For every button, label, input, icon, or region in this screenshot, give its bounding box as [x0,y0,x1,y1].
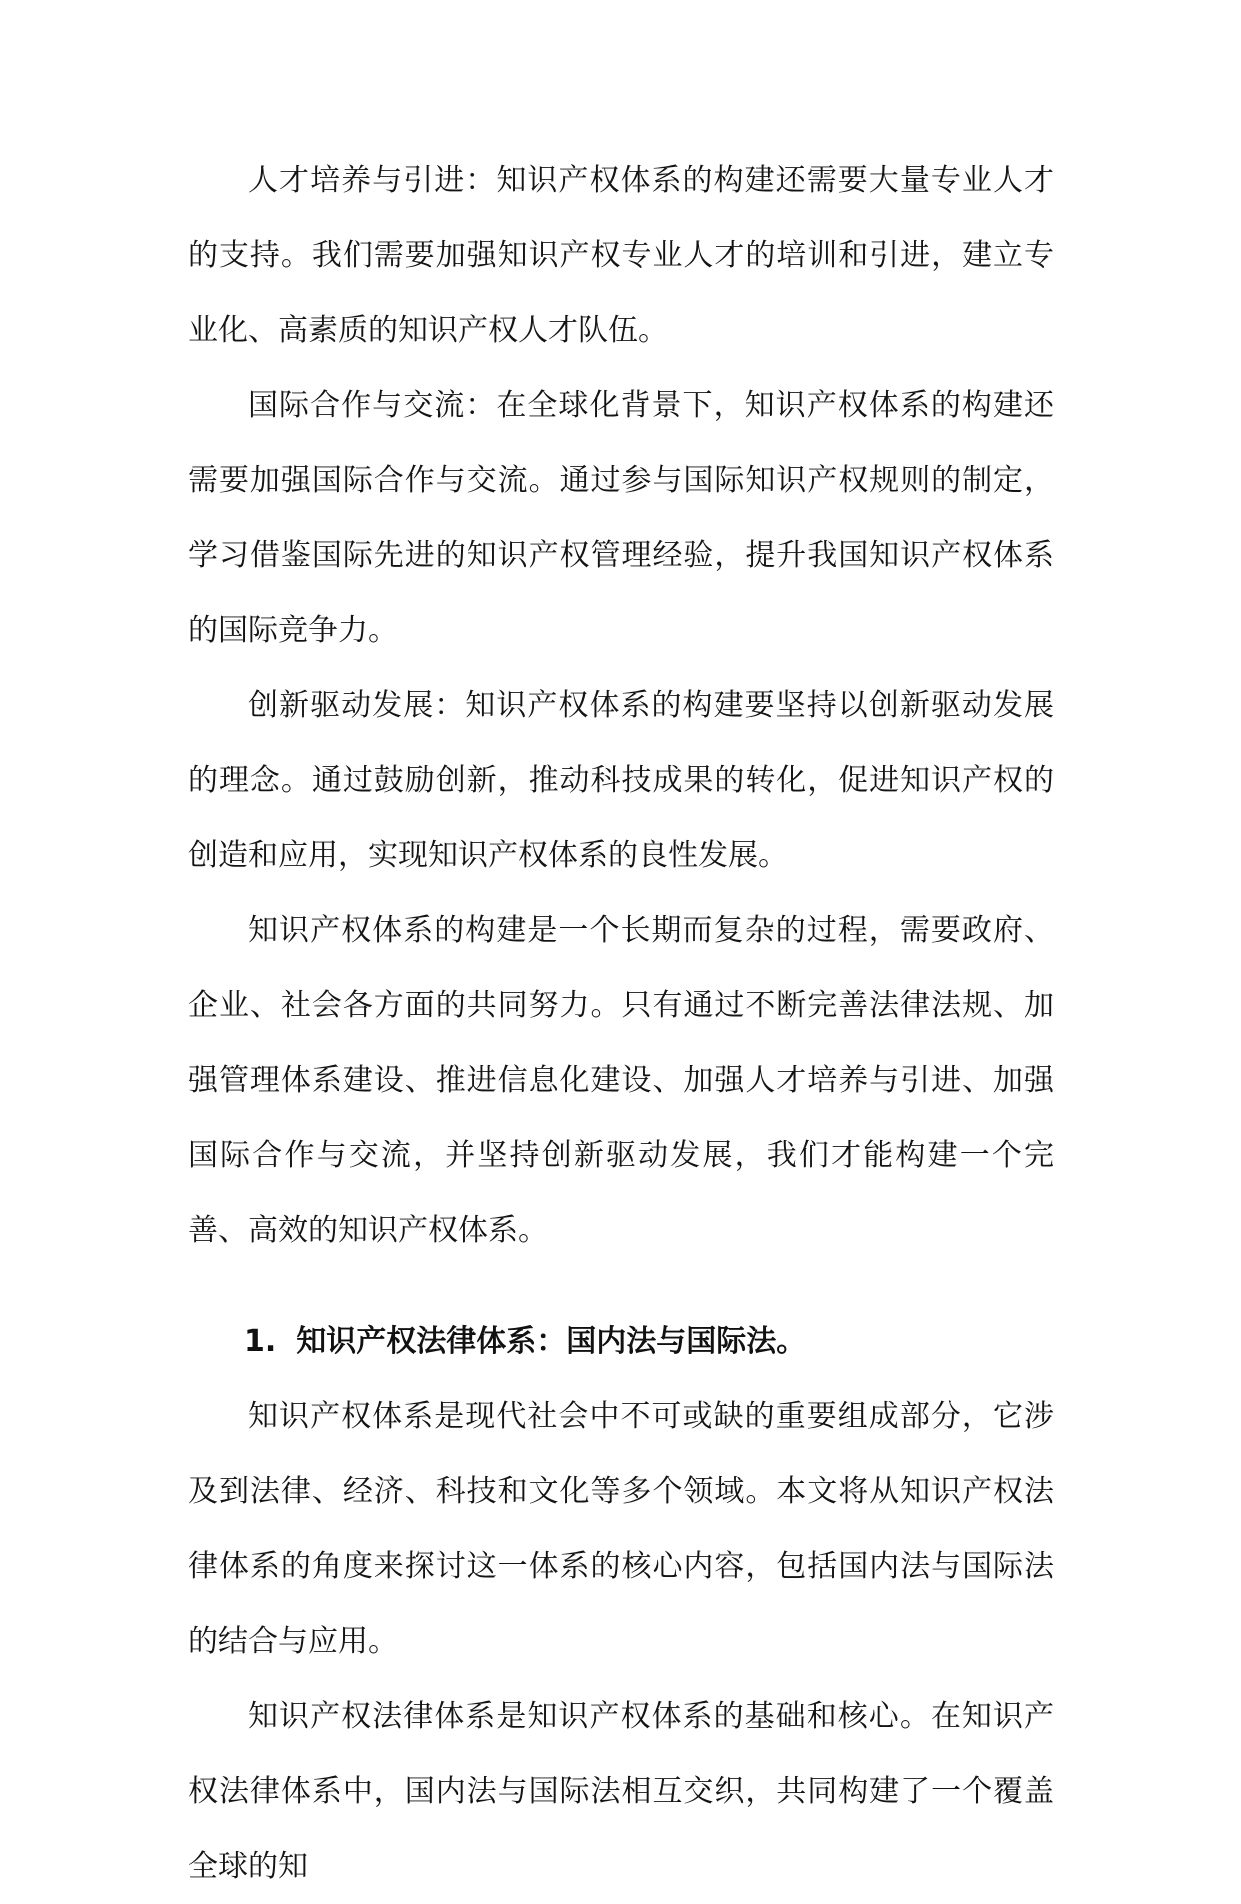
section-title: 知识产权法律体系：国内法与国际法。 [296,1324,807,1359]
paragraph-intro: 知识产权体系是现代社会中不可或缺的重要组成部分，它涉及到法律、经济、科技和文化等多个领域。本文将从知识产权法律体系的角度来探讨这一体系的核心内容，包括国内法与国际法的结合与应用。 [188,1399,1054,1659]
section-number: 1. [244,1324,277,1359]
paragraph-legal-system: 知识产权法律体系是知识产权体系的基础和核心。在知识产权法律体系中，国内法与国际法相互交织，共同构建了一个覆盖全球的知 [188,1699,1054,1884]
document-body [188,143,1054,1904]
paragraph-talent-cultivation: 人才培养与引进：知识产权体系的构建还需要大量专业人才的支持。我们需要加强知识产权专业人才的培训和引进，建立专业化、高素质的知识产权人才队伍。 [188,163,1054,348]
paragraph-innovation-driven: 创新驱动发展：知识产权体系的构建要坚持以创新驱动发展的理念。通过鼓励创新，推动科技成果的转化，促进知识产权的创造和应用，实现知识产权体系的良性发展。 [188,688,1054,873]
paragraph-international-cooperation: 国际合作与交流：在全球化背景下，知识产权体系的构建还需要加强国际合作与交流。通过参与国际知识产权规则的制定，学习借鉴国际先进的知识产权管理经验，提升我国知识产权体系的国际竞争力。 [188,388,1054,648]
section-heading [188,1268,1054,1379]
paragraph-conclusion: 知识产权体系的构建是一个长期而复杂的过程，需要政府、企业、社会各方面的共同努力。只有通过不断完善法律法规、加强管理体系建设、推进信息化建设、加强人才培养与引进、加强国际合作与交流，并坚持创新驱动发展，我们才能构建一个完善、高效的知识产权体系。 [188,913,1054,1248]
